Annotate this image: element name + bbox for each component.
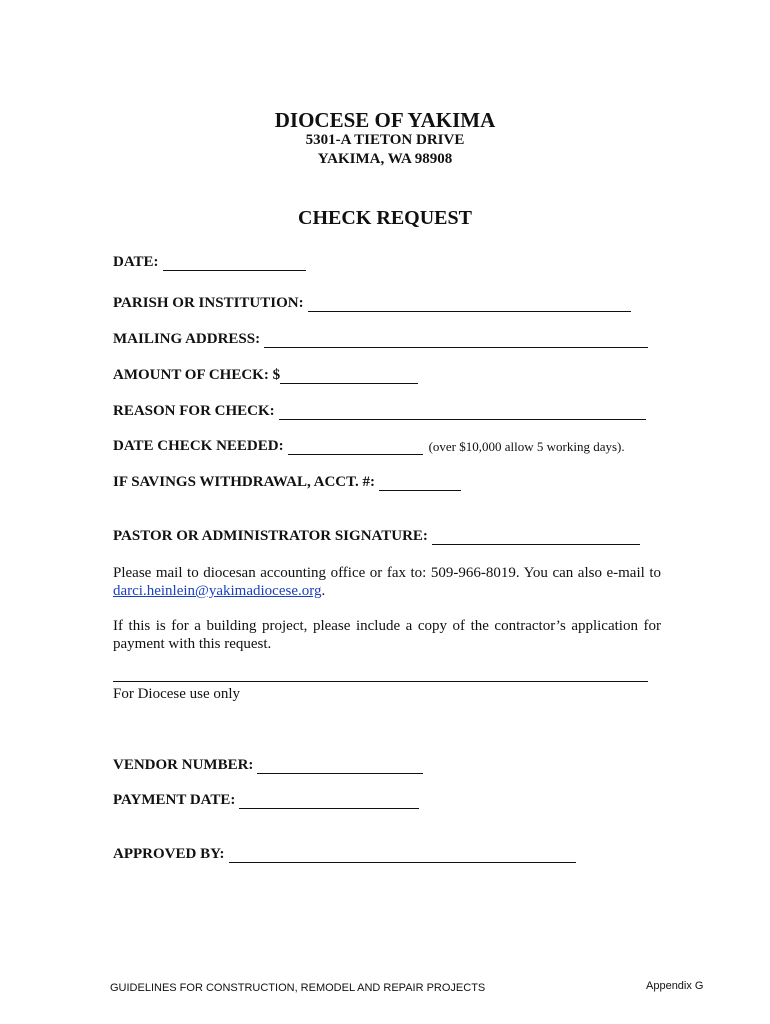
mail-instructions — [113, 564, 661, 600]
date-needed-label: DATE CHECK NEEDED: — [113, 438, 284, 454]
parish-field — [113, 295, 631, 312]
reason-blank[interactable] — [279, 405, 646, 420]
date-label: DATE: — [113, 254, 159, 270]
payment-date-field — [113, 792, 419, 809]
approved-by-blank[interactable] — [229, 848, 576, 863]
parish-blank[interactable] — [308, 297, 631, 312]
mail-text: Please mail to diocesan accounting office or fax to: 509-966-8019. You can also e-mail to — [113, 565, 661, 581]
amount-label: AMOUNT OF CHECK: $ — [113, 367, 281, 383]
signature-label: PASTOR OR ADMINISTRATOR SIGNATURE: — [113, 528, 428, 544]
footer-guidelines: GUIDELINES FOR CONSTRUCTION, REMODEL AND REPAIR PROJECTS — [110, 982, 486, 994]
organization-name: DIOCESE OF YAKIMA — [274, 108, 496, 132]
vendor-number-field — [113, 757, 423, 774]
email-link[interactable]: darci.heinlein@yakimadiocese.org — [113, 583, 322, 599]
date-needed-note: (over $10,000 allow 5 working days). — [428, 439, 625, 454]
savings-label: IF SAVINGS WITHDRAWAL, ACCT. #: — [113, 474, 376, 490]
form-title: CHECK REQUEST — [298, 207, 472, 229]
vendor-number-label: VENDOR NUMBER: — [113, 757, 254, 773]
savings-blank[interactable] — [379, 476, 461, 491]
payment-date-blank[interactable] — [239, 794, 419, 809]
building-instructions: If this is for a building project, please include a copy of the contractor’s application for payment with this request. — [113, 618, 661, 652]
date-needed-blank[interactable] — [288, 440, 423, 455]
vendor-number-blank[interactable] — [257, 759, 423, 774]
amount-blank[interactable] — [280, 369, 418, 384]
savings-field — [113, 474, 461, 491]
reason-label: REASON FOR CHECK: — [113, 403, 275, 419]
approved-by-field — [113, 846, 576, 863]
address-line-2: YAKIMA, WA 98908 — [317, 151, 453, 167]
divider-line — [113, 681, 648, 682]
address-line-1: 5301-A TIETON DRIVE — [305, 132, 465, 148]
approved-by-label: APPROVED BY: — [113, 846, 225, 862]
email-suffix: . — [321, 583, 326, 599]
date-field — [113, 254, 306, 271]
signature-blank[interactable] — [432, 530, 640, 545]
amount-field — [113, 367, 418, 384]
parish-label: PARISH OR INSTITUTION: — [113, 295, 304, 311]
diocese-use-label: For Diocese use only — [113, 686, 241, 702]
date-blank[interactable] — [163, 256, 306, 271]
footer-appendix: Appendix G — [646, 980, 704, 992]
payment-date-label: PAYMENT DATE: — [113, 792, 236, 808]
date-needed-field — [113, 438, 625, 455]
mailing-address-label: MAILING ADDRESS: — [113, 331, 261, 347]
mailing-address-field — [113, 331, 648, 348]
signature-field — [113, 528, 640, 545]
reason-field — [113, 403, 646, 420]
mailing-address-blank[interactable] — [264, 333, 648, 348]
